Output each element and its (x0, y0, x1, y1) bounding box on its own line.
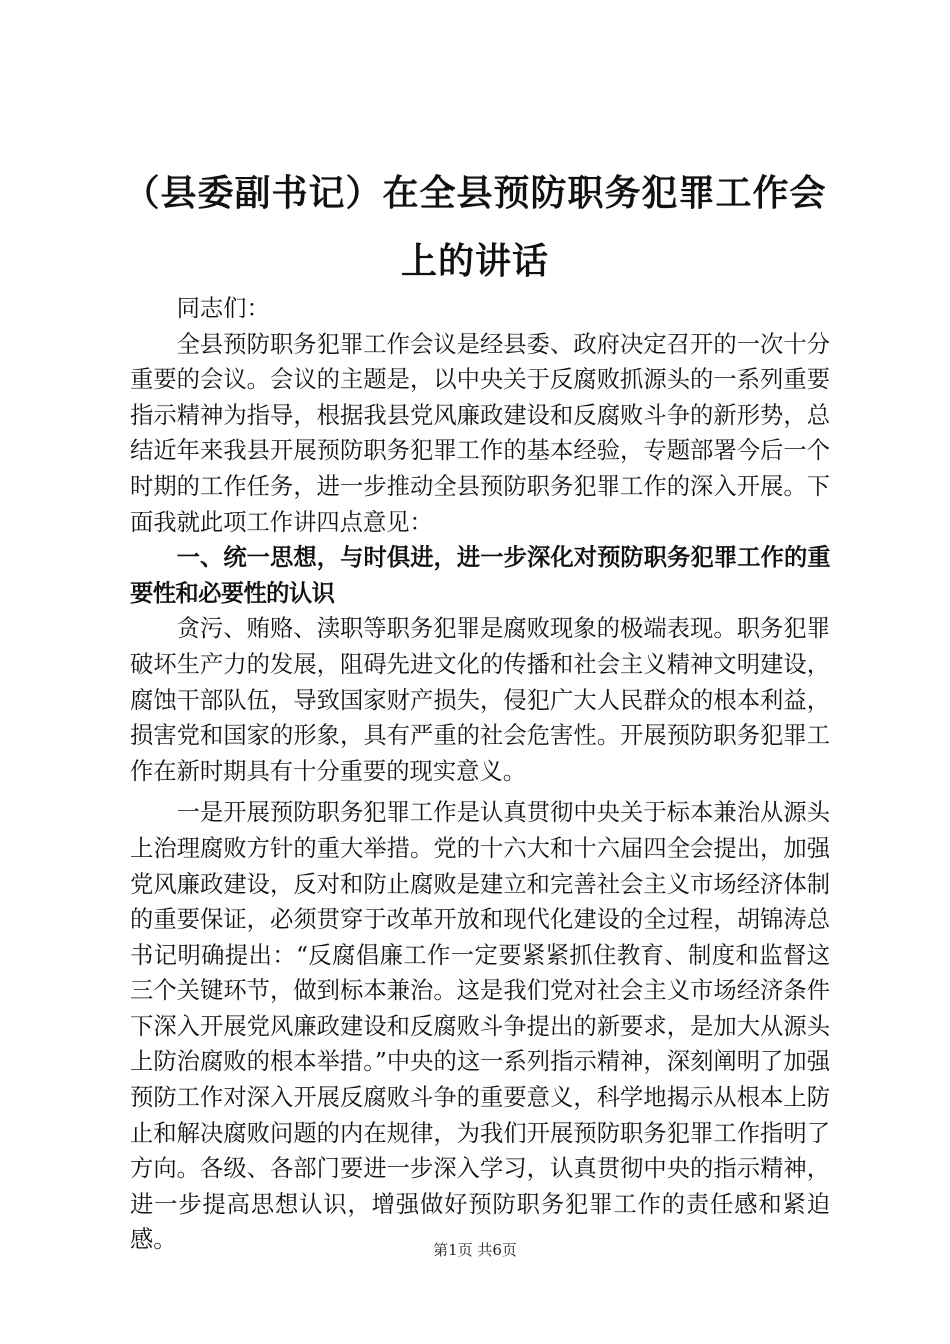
page-number-footer: 第1页 共6页 (433, 1241, 517, 1259)
document-body (130, 291, 830, 1258)
body-paragraph: 一是开展预防职务犯罪工作是认真贯彻中央关于标本兼治从源头上治理腐败方针的重大举措。党的十六大和十六届四全会提出，加强党风廉政建设，反对和防止腐败是建立和完善社会主义市场经济体制的重要保证，必须贯穿于改革开放和现代化建设的全过程，胡锦涛总书记明确提出：“反腐倡廉工作一定要紧紧抓住教育、制度和监督这三个关键环节，做到标本兼治。这是我们党对社会主义市场经济条件下深入开展党风廉政建设和反腐败斗争提出的新要求，是加大从源头上防治腐败的根本举措。”中央的这一系列指示精神，深刻阐明了加强预防工作对深入开展反腐败斗争的重要意义，科学地揭示从根本上防止和解决腐败问题的内在规律，为我们开展预防职务犯罪工作指明了方向。各级、各部门要进一步深入学习，认真贯彻中央的指示精神，进一步提高思想认识，增强做好预防职务犯罪工作的责任感和紧迫感。 (130, 799, 830, 1254)
intro-paragraph: 全县预防职务犯罪工作会议是经县委、政府决定召开的一次十分重要的会议。会议的主题是，以中央关于反腐败抓源头的一系列重要指示精神为指导，根据我县党风廉政建设和反腐败斗争的新形势，总结近年来我县开展预防职务犯罪工作的基本经验，专题部署今后一个时期的工作任务，进一步推动全县预防职务犯罪工作的深入开展。下面我就此项工作讲四点意见： (130, 330, 830, 536)
section-heading-1: 一、统一思想，与时俱进，进一步深化对预防职务犯罪工作的重要性和必要性的认识 (130, 544, 830, 607)
salutation: 同志们： (176, 295, 270, 322)
body-paragraph: 贪污、贿赂、渎职等职务犯罪是腐败现象的极端表现。职务犯罪破坏生产力的发展，阻碍先进文化的传播和社会主义精神文明建设，腐蚀干部队伍，导致国家财产损失，侵犯广大人民群众的根本利益，损害党和国家的形象，具有严重的社会危害性。开展预防职务犯罪工作在新时期具有十分重要的现实意义。 (130, 615, 830, 785)
document-title: （县委副书记）在全县预防职务犯罪工作会上的讲话 (123, 173, 827, 282)
